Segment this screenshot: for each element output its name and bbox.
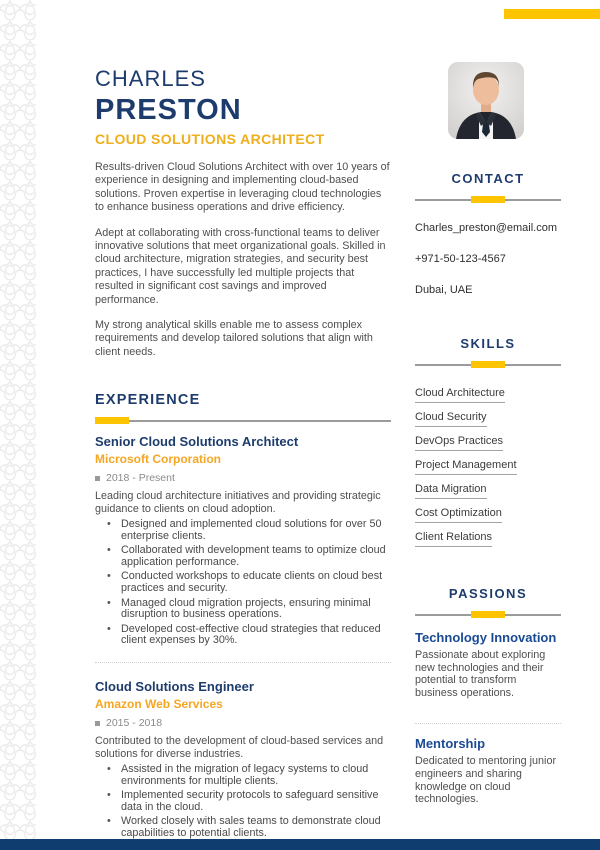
skills-heading: SKILLS [460, 336, 516, 351]
last-name: PRESTON [95, 94, 242, 126]
skill-label: Data Migration [415, 483, 487, 499]
skills-section [415, 337, 561, 547]
contact-email: Charles_preston@email.com [415, 222, 558, 234]
contact-section [415, 172, 561, 296]
job-description: Leading cloud architecture initiatives and providing strategic guidance to clients on cloud adoption. [95, 489, 381, 515]
job-bullet: • Managed cloud migration projects, ensuring minimal disruption to business operations. [107, 598, 391, 621]
skill-label: Cloud Architecture [415, 387, 505, 403]
main-column [95, 68, 391, 839]
passion-item [415, 631, 561, 699]
experience-entry [95, 680, 391, 839]
skill-label: Project Management [415, 459, 517, 475]
summary-paragraph: My strong analytical skills enable me to assess complex requirements and develop tailored solutions that align with client needs. [95, 319, 373, 358]
date-range-text: 2018 - Present [106, 472, 175, 485]
header-job-title: CLOUD SOLUTIONS ARCHITECT [95, 131, 325, 147]
divider-accent [95, 417, 129, 424]
sidebar-column [415, 68, 561, 806]
skill-item [415, 527, 561, 547]
skill-list [415, 383, 561, 547]
section-divider [95, 417, 391, 424]
date-range-text: 2015 - 2018 [106, 717, 163, 730]
first-name: CHARLES [95, 66, 206, 91]
summary-section [95, 161, 391, 359]
contact-heading: CONTACT [451, 171, 525, 186]
entry-divider [95, 662, 391, 663]
contact-phone: +971-50-123-4567 [415, 253, 506, 265]
passion-title: Technology Innovation [415, 630, 557, 645]
company-name: Microsoft Corporation [95, 452, 221, 467]
summary-paragraph: Results-driven Cloud Solutions Architect with over 10 years of experience in designing and implementing cloud-based solutions. Proven expertise in leveraging cloud technologies to enhance business operations and drive efficiency. [95, 161, 390, 214]
experience-section [95, 393, 391, 839]
skill-item [415, 383, 561, 403]
divider-accent [471, 611, 505, 618]
experience-heading: EXPERIENCE [95, 392, 201, 409]
summary-paragraph: Adept at collaborating with cross-functional teams to deliver innovative solutions that meet organizational goals. Skilled in cloud architecture, migration strategies, and security best practices, I have successfully led multiple projects that resulted in significant cost savings and improved performance. [95, 226, 386, 306]
job-title: Cloud Solutions Engineer [95, 679, 254, 695]
skill-item [415, 455, 561, 475]
section-divider [415, 611, 561, 618]
divider-accent [471, 196, 505, 203]
skill-item [415, 407, 561, 427]
divider-accent [471, 361, 505, 368]
skill-label: Cost Optimization [415, 507, 502, 523]
skill-item [415, 431, 561, 451]
contact-location: Dubai, UAE [415, 284, 473, 296]
job-title: Senior Cloud Solutions Architect [95, 434, 299, 450]
entry-divider [415, 723, 561, 724]
skill-label: Client Relations [415, 531, 492, 547]
skill-label: DevOps Practices [415, 435, 503, 451]
job-bullet-list [95, 519, 391, 646]
passion-item [415, 737, 561, 805]
job-bullet: • Worked closely with sales teams to demonstrate cloud capabilities to potential clients. [107, 816, 391, 839]
decorative-pattern [0, 0, 36, 850]
job-bullet: • Collaborated with development teams to optimize cloud application performance. [107, 545, 391, 568]
calendar-square-icon [95, 476, 100, 481]
passion-text: Dedicated to mentoring junior engineers and sharing knowledge on cloud technologies. [415, 755, 557, 806]
job-bullet: • Conducted workshops to educate clients on cloud best practices and security. [107, 571, 391, 594]
job-description: Contributed to the development of cloud-based services and solutions for diverse industries. [95, 734, 384, 760]
passion-title: Mentorship [415, 736, 486, 752]
section-divider [415, 361, 561, 368]
job-bullet-list [95, 764, 391, 839]
experience-entry [95, 435, 391, 646]
passion-text: Passionate about exploring new technologies and their potential to transform business operations. [415, 649, 546, 699]
section-divider [415, 196, 561, 203]
job-bullet: • Developed cost-effective cloud strategies that reduced client expenses by 30%. [107, 624, 391, 647]
passions-section [415, 587, 561, 806]
header [95, 68, 391, 147]
skill-label: Cloud Security [415, 411, 487, 427]
job-bullet: • Implemented security protocols to safeguard sensitive data in the cloud. [107, 790, 391, 813]
job-bullet: • Designed and implemented cloud solutions for over 50 enterprise clients. [107, 519, 391, 542]
skill-item [415, 479, 561, 499]
date-range [95, 473, 391, 484]
company-name: Amazon Web Services [95, 697, 223, 712]
divider-line [95, 420, 391, 422]
date-range [95, 718, 391, 729]
passions-heading: PASSIONS [448, 586, 528, 601]
calendar-square-icon [95, 721, 100, 726]
job-bullet: • Assisted in the migration of legacy systems to cloud environments for multiple clients. [107, 764, 391, 787]
skill-item [415, 503, 561, 523]
bottom-accent-bar [0, 839, 600, 850]
top-accent-bar [504, 9, 600, 19]
